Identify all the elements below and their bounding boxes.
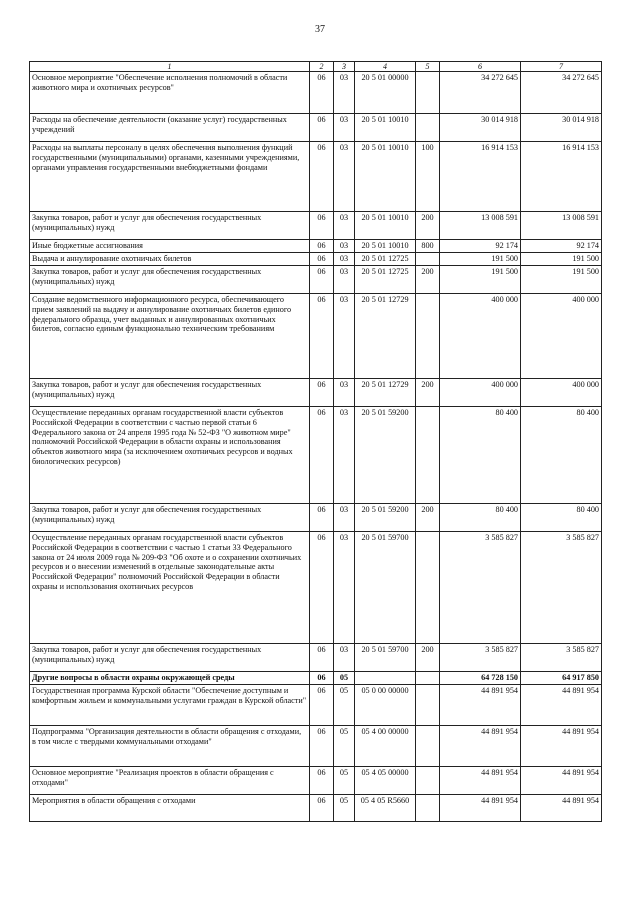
row-expense-type: 200 <box>416 379 440 407</box>
row-target-article: 20 5 01 10010 <box>355 212 416 240</box>
row-expense-type: 800 <box>416 240 440 253</box>
row-subsection: 05 <box>334 685 355 726</box>
row-name: Расходы на выплаты персоналу в целях обеспечения выполнения функций государственными (муниципальными) органами, казенными учреждениями, органами управления государственными внебюджетными фондами <box>30 142 310 212</box>
row-name: Закупка товаров, работ и услуг для обеспечения государственных (муниципальных) нужд <box>30 504 310 532</box>
row-section: 06 <box>310 212 334 240</box>
row-expense-type: 100 <box>416 142 440 212</box>
row-expense-type <box>416 672 440 685</box>
row-subsection: 03 <box>334 240 355 253</box>
row-subsection: 05 <box>334 726 355 767</box>
table-row <box>30 685 602 726</box>
row-section: 06 <box>310 726 334 767</box>
row-name: Закупка товаров, работ и услуг для обеспечения государственных (муниципальных) нужд <box>30 379 310 407</box>
row-section: 06 <box>310 532 334 644</box>
header-col-6: 6 <box>440 62 521 72</box>
row-expense-type <box>416 795 440 822</box>
table-row <box>30 253 602 266</box>
row-section: 06 <box>310 504 334 532</box>
header-col-5: 5 <box>416 62 440 72</box>
row-expense-type: 200 <box>416 266 440 294</box>
row-target-article: 05 4 05 00000 <box>355 767 416 795</box>
row-section: 06 <box>310 685 334 726</box>
row-amount-1: 191 500 <box>440 253 521 266</box>
row-amount-2: 16 914 153 <box>521 142 602 212</box>
header-col-2: 2 <box>310 62 334 72</box>
row-subsection: 03 <box>334 407 355 504</box>
row-subsection: 03 <box>334 294 355 379</box>
table-row <box>30 726 602 767</box>
row-target-article: 20 5 01 12729 <box>355 379 416 407</box>
row-target-article: 20 5 01 10010 <box>355 142 416 212</box>
table-row <box>30 672 602 685</box>
row-section: 06 <box>310 240 334 253</box>
row-name: Закупка товаров, работ и услуг для обеспечения государственных (муниципальных) нужд <box>30 644 310 672</box>
row-subsection: 03 <box>334 504 355 532</box>
row-amount-1: 3 585 827 <box>440 644 521 672</box>
row-expense-type <box>416 114 440 142</box>
row-target-article: 20 5 01 12725 <box>355 266 416 294</box>
row-amount-2: 3 585 827 <box>521 532 602 644</box>
row-name: Осуществление переданных органам государственной власти субъектов Российской Федерации в соответствии с частью 1 статьи 33 Федерального закона от 24 июля 2009 года № 209-ФЗ "Об охоте и о сохранении охотничьих ресурсов и о внесении изменений в отдельные законодательные акты Российской Федерации" полномочий Российской Федерации в области охраны и использования охотничьих ресурсов <box>30 532 310 644</box>
row-amount-2: 44 891 954 <box>521 726 602 767</box>
row-target-article: 05 4 05 R5660 <box>355 795 416 822</box>
header-col-7: 7 <box>521 62 602 72</box>
row-subsection: 05 <box>334 672 355 685</box>
row-amount-2: 44 891 954 <box>521 685 602 726</box>
row-subsection: 03 <box>334 253 355 266</box>
row-amount-1: 3 585 827 <box>440 532 521 644</box>
row-amount-1: 30 014 918 <box>440 114 521 142</box>
row-subsection: 03 <box>334 266 355 294</box>
row-name: Основное мероприятие "Реализация проектов в области обращения с отходами" <box>30 767 310 795</box>
row-name: Закупка товаров, работ и услуг для обеспечения государственных (муниципальных) нужд <box>30 212 310 240</box>
row-amount-2: 34 272 645 <box>521 72 602 114</box>
row-amount-2: 3 585 827 <box>521 644 602 672</box>
table-row <box>30 767 602 795</box>
row-subsection: 03 <box>334 644 355 672</box>
row-target-article: 20 5 01 59200 <box>355 407 416 504</box>
row-expense-type <box>416 72 440 114</box>
row-amount-1: 16 914 153 <box>440 142 521 212</box>
row-target-article: 20 5 01 12729 <box>355 294 416 379</box>
row-section: 06 <box>310 294 334 379</box>
row-section: 06 <box>310 407 334 504</box>
row-name: Иные бюджетные ассигнования <box>30 240 310 253</box>
row-name: Подпрограмма "Организация деятельности в области обращения с отходами, в том числе с твердыми коммунальными отходами" <box>30 726 310 767</box>
row-amount-2: 80 400 <box>521 504 602 532</box>
row-amount-2: 44 891 954 <box>521 767 602 795</box>
table-row <box>30 72 602 114</box>
row-section: 06 <box>310 142 334 212</box>
row-name: Другие вопросы в области охраны окружающей среды <box>30 672 310 685</box>
row-expense-type: 200 <box>416 504 440 532</box>
row-target-article: 20 5 01 10010 <box>355 240 416 253</box>
table-row <box>30 379 602 407</box>
row-amount-1: 44 891 954 <box>440 767 521 795</box>
header-col-1: 1 <box>30 62 310 72</box>
row-name: Создание ведомственного информационного ресурса, обеспечивающего прием заявлений на выдачу и аннулирование охотничьих билетов единого федерального образца, учет выданных и аннулированных охотничьих билетов, согласно единым функционально техническим требованиям <box>30 294 310 379</box>
row-name: Государственная программа Курской области "Обеспечение доступным и комфортным жильем и коммунальными услугами граждан в Курской области" <box>30 685 310 726</box>
row-section: 06 <box>310 266 334 294</box>
row-section: 06 <box>310 72 334 114</box>
row-section: 06 <box>310 114 334 142</box>
row-target-article <box>355 672 416 685</box>
table-row <box>30 266 602 294</box>
row-name: Выдача и аннулирование охотничьих билетов <box>30 253 310 266</box>
row-expense-type <box>416 253 440 266</box>
row-section: 06 <box>310 379 334 407</box>
row-expense-type: 200 <box>416 644 440 672</box>
row-amount-2: 30 014 918 <box>521 114 602 142</box>
row-amount-2: 80 400 <box>521 407 602 504</box>
row-target-article: 20 5 01 59700 <box>355 532 416 644</box>
row-section: 06 <box>310 672 334 685</box>
table-row <box>30 795 602 822</box>
budget-table <box>29 61 602 822</box>
row-amount-2: 400 000 <box>521 379 602 407</box>
row-subsection: 03 <box>334 72 355 114</box>
row-target-article: 20 5 01 12725 <box>355 253 416 266</box>
row-amount-1: 34 272 645 <box>440 72 521 114</box>
row-target-article: 20 5 01 59200 <box>355 504 416 532</box>
row-amount-1: 44 891 954 <box>440 685 521 726</box>
row-amount-1: 191 500 <box>440 266 521 294</box>
row-subsection: 05 <box>334 795 355 822</box>
row-name: Мероприятия в области обращения с отходами <box>30 795 310 822</box>
table-row <box>30 294 602 379</box>
row-subsection: 03 <box>334 212 355 240</box>
page-number: 37 <box>315 24 325 35</box>
table-row <box>30 114 602 142</box>
header-col-3: 3 <box>334 62 355 72</box>
row-target-article: 05 0 00 00000 <box>355 685 416 726</box>
table-row <box>30 407 602 504</box>
row-expense-type <box>416 685 440 726</box>
row-name: Расходы на обеспечение деятельности (оказание услуг) государственных учреждений <box>30 114 310 142</box>
row-amount-1: 400 000 <box>440 294 521 379</box>
row-subsection: 03 <box>334 379 355 407</box>
table-row <box>30 532 602 644</box>
row-expense-type <box>416 294 440 379</box>
table-row <box>30 240 602 253</box>
row-amount-1: 80 400 <box>440 407 521 504</box>
row-amount-2: 400 000 <box>521 294 602 379</box>
row-amount-2: 191 500 <box>521 253 602 266</box>
row-amount-1: 44 891 954 <box>440 726 521 767</box>
row-subsection: 03 <box>334 114 355 142</box>
row-section: 06 <box>310 795 334 822</box>
table-row <box>30 504 602 532</box>
row-name: Закупка товаров, работ и услуг для обеспечения государственных (муниципальных) нужд <box>30 266 310 294</box>
row-section: 06 <box>310 253 334 266</box>
row-subsection: 03 <box>334 532 355 644</box>
row-name: Осуществление переданных органам государственной власти субъектов Российской Федерации в соответствии с частью первой статьи 6 Федерального закона от 24 апреля 1995 года № 52-ФЗ "О животном мире" полномочий Российской Федерации в области охраны и использования объектов животного мира (за исключением охотничьих ресурсов и водных биологических ресурсов) <box>30 407 310 504</box>
table-row <box>30 212 602 240</box>
row-expense-type <box>416 532 440 644</box>
row-target-article: 05 4 00 00000 <box>355 726 416 767</box>
table-row <box>30 644 602 672</box>
row-amount-1: 92 174 <box>440 240 521 253</box>
row-amount-1: 13 008 591 <box>440 212 521 240</box>
row-target-article: 20 5 01 59700 <box>355 644 416 672</box>
row-amount-2: 64 917 850 <box>521 672 602 685</box>
row-name: Основное мероприятие "Обеспечение исполнения полномочий в области животного мира и охотничьих ресурсов" <box>30 72 310 114</box>
row-expense-type: 200 <box>416 212 440 240</box>
row-subsection: 05 <box>334 767 355 795</box>
row-amount-2: 191 500 <box>521 266 602 294</box>
row-expense-type <box>416 726 440 767</box>
row-subsection: 03 <box>334 142 355 212</box>
row-amount-1: 44 891 954 <box>440 795 521 822</box>
row-amount-2: 13 008 591 <box>521 212 602 240</box>
row-expense-type <box>416 407 440 504</box>
row-section: 06 <box>310 644 334 672</box>
row-amount-2: 92 174 <box>521 240 602 253</box>
header-row <box>30 62 602 72</box>
row-amount-1: 80 400 <box>440 504 521 532</box>
table-row <box>30 142 602 212</box>
row-target-article: 20 5 01 00000 <box>355 72 416 114</box>
row-amount-1: 64 728 150 <box>440 672 521 685</box>
row-target-article: 20 5 01 10010 <box>355 114 416 142</box>
row-amount-1: 400 000 <box>440 379 521 407</box>
header-col-4: 4 <box>355 62 416 72</box>
row-amount-2: 44 891 954 <box>521 795 602 822</box>
row-expense-type <box>416 767 440 795</box>
row-section: 06 <box>310 767 334 795</box>
